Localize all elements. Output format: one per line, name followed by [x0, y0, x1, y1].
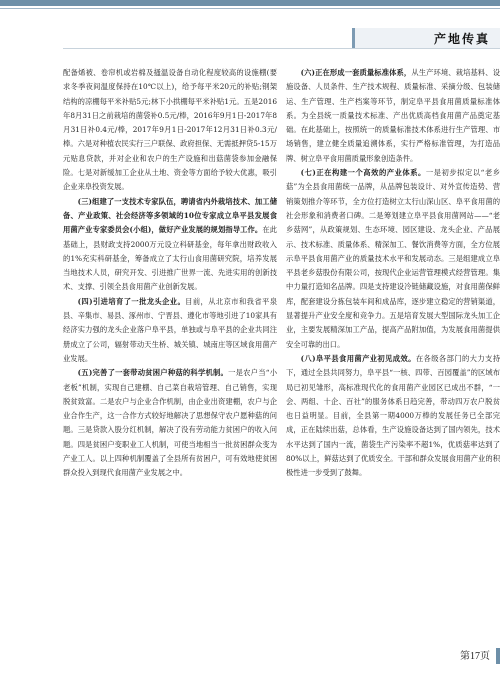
paragraph-heading: (七)正在构建一个高效的产业体系。 — [300, 168, 426, 178]
header-rule — [63, 48, 500, 49]
page-number: 第17页 — [460, 651, 490, 662]
paragraph-text: 目前，从北京市和我省平泉县、辛集市、易县、涿州市、宁晋县、遵化市等地引进了10家具有经济实力强的龙头企业落户阜平县，单独或与阜平县的企业共同注册成立了公司，辐射带动天生桥、城关镇、城南庄等区域食用菌产业发展。 — [63, 296, 277, 363]
paragraph-text: 一是农户当“小老板”机制，实现自己建棚、自己菜自栽培管理、自己销售，实现脱贫致富。二是农户与企业合作机制，由企业出资建棚，农户与企业合作生产，这一合作方式较好地解决了思想保守农户愿种菇的问题。三是贷款入股分红机制，解决了没有劳动能力贫困户的收入问题。四是贫困户变职业工人机制，可使当地相当一批贫困群众变为产业工人。以上四种机制覆盖了全县所有贫困户，可有效地使贫困群众投入到现代食用菌产业发展之中。 — [63, 368, 277, 478]
paragraph-heading: (三)组建了一支技术专家队伍，聘请省内外栽培技术、加工储备、产业政策、社会经济等多领域的10位专家成立阜平县发展食用菌产业专家委员会(小组)，做好产业发展的规划指导工作。 — [63, 196, 277, 235]
left-column — [63, 66, 277, 481]
paragraph — [63, 66, 277, 195]
paragraph-heading: (四)引进培育了一批龙头企业。 — [77, 296, 186, 306]
paragraph — [63, 366, 277, 480]
section-title: 产地传真 — [433, 32, 490, 46]
paragraph-text: 配备烯被、卷帘机或岩棉及搔温设备自动化程度较高的设施棚(要求冬季夜间温度保持在10℃以上)，给予每平米20元的补贴;钢架结构的凉棚每平米补贴5元;林下小拱棚每平米补贴1元。五是2016年8月31日之前栽培的菌袋补0.5元/棒，2016年9月1日-2017年8月31日补0.4元/棒，2017年9月1日-2017年12月31日补0.3元/棒。六是对种植农民实行三户联保、政府担保、无需抵押贷5-15万元贴息贷款，并对企业和农户的生产设施和出菇菌袋参加金融保险。七是对新缓加工企业从土地、资金等方面给予较大优惠，吸引企业来阜投资发展。 — [63, 68, 277, 192]
paragraph-heading: (六)正在形成一套质量标准体系， — [300, 68, 412, 77]
page-number-bar — [496, 648, 500, 664]
top-accent-line — [0, 8, 500, 9]
paragraph-heading: (八)阜平县食用菌产业初见成效。 — [300, 353, 416, 363]
paragraph-text: 一是初步拟定以“老乡菇”为全县食用菌统一品牌，从品牌包装设计、对外宣传造势、营销策划推介等环节，全方位打造树立太行山深山区、阜平食用菌的社会形象和消费者口碑。二是筹划建立阜平县食用菌网站——“老乡菇网”，从政策规划、生态环境、园区建设、龙头企业、产品展示、技术标准、质量体系、精深加工、餐饮消费等方面，全方位展示阜平县食用菌产业的质量技术水平和发展动态。三是组建成立阜平县老乡菇股份有限公司，按现代企业运营管理模式经营管理。集中力量打造知名品牌。四是支持建设冷链储藏设施，对食用菌保鲜库，配套建设分拣包装车间和成品库，逐步建立稳定的营销渠道，显著提升产业安全度和竞争力。五是培育发展大型国际龙头加工企业，主要发展精深加工产品，提高产品附加值，为发展食用菌提供安全可靠的出口。 — [286, 168, 500, 349]
paragraph-text: 在此基础上，县财政支持2000万元设立科研基金，每年拿出财政收入的1%充实科研基金，筹备成立了太行山食用菌研究院，培养发展当地技术人员，研究开发、引进推广世界一流、先进实用的创新技术、支撑、引领全县食用菌产业创新发展。 — [63, 225, 278, 292]
right-column — [286, 66, 500, 481]
paragraph — [286, 352, 500, 481]
top-accent-bar — [0, 0, 500, 6]
paragraph — [286, 166, 500, 352]
paragraph — [286, 66, 500, 166]
paragraph — [63, 195, 277, 295]
paragraph-text: 从生产环境、栽培基料、设施设备、人员条件、生产技术规程、质量标准、采摘分级、包装储运、生产管理、生产档案等环节，制定阜平县食用菌质量标准体系。为全县统一质量技术标准、产出优质高档食用菌产品奠定基础。在此基础上，按照统一的质量标准技术体系进行生产管理、市场销售，建立健全质量追溯体系，实行严格标准管理，为打造品牌、树立阜平食用菌质量形象创造条件。 — [286, 68, 500, 163]
paragraph-heading: (五)完善了一套带动贫困户种菇的科学机制。 — [77, 368, 229, 378]
paragraph — [63, 295, 277, 366]
paragraph-text: 在各级各部门的大力支持下，通过全县共同努力，阜平县“一核、四带、百园覆盖”的区域布局已初见雏形，高标准现代化的食用菌产业园区已成出不群，“一会、两组、十企、百社”的服务体系日趋完善，带动四万农户脱贫也日益明显。目前，全县第一期4000万棒的发展任务已全部完成，正在陆续出菇，总体看，生产设施设备达到了国内领先，技术水平达到了国内一流，菌袋生产污染率不超1%，优质菇率达到了80%以上，鲜菇达到了优质安全。干部和群众发展食用菌产业的积极性进一步受到了鼓舞。 — [286, 353, 500, 478]
